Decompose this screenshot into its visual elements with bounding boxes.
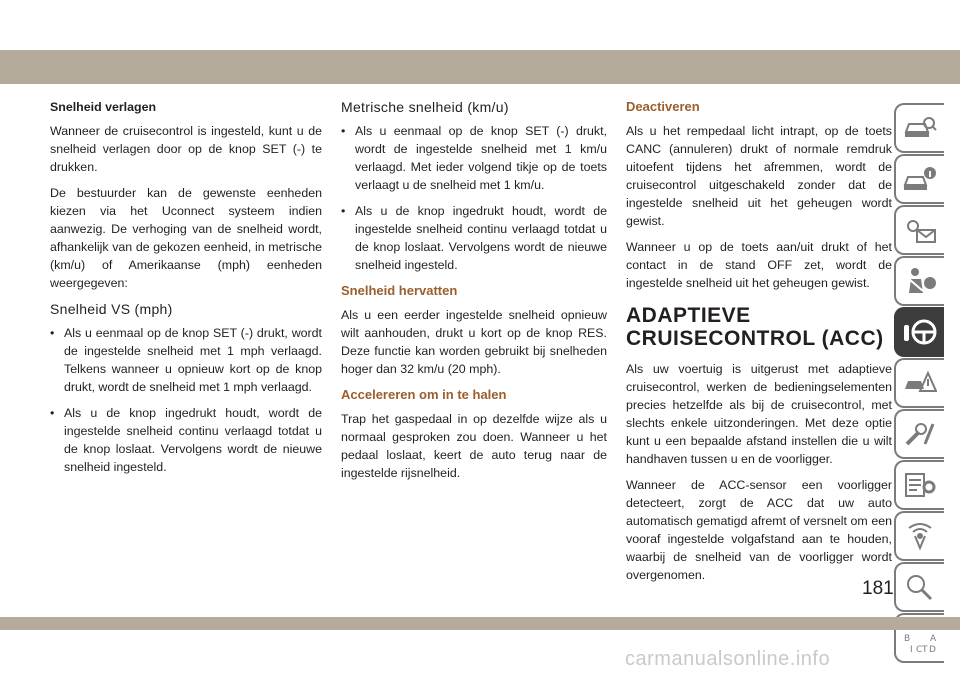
page-number: 181 (862, 578, 894, 599)
specifications-icon[interactable] (894, 460, 944, 510)
list-item: • Als u eenmaal op de knop SET (-) drukt, wordt de ingestelde snelheid met 1 mph verlaagd. Telkens wanneer u opnieuw kort op de knop drukt, wordt de snelheid met 1 mph verlaagd. (50, 324, 322, 396)
paragraph: Als u het rempedaal licht intrapt, op de toets CANC (annuleren) drukt of normale remdruk uitoefent tijdens het afremmen, wordt de cruisecontrol uitgeschakeld zonder dat de ingestelde snelheid uit het geheugen wordt gewist. (626, 124, 892, 228)
steering-wheel-icon[interactable] (894, 307, 944, 357)
column-left (50, 98, 322, 484)
paragraph: De bestuurder kan de gewenste eenheden kiezen via het Uconnect systeem indien aanwezig. De verhoging van de snelheid wordt, afhankelijk van de gekozen eenheid, in metrische (km/u) of Amerikaanse (mph) eenheden weergegeven: (50, 186, 322, 290)
paragraph: Wanneer de ACC-sensor een voorligger detecteert, zorgt de ACC dat uw auto automatisch gematigd afremt of versnelt om een vooraf ingestelde volgafstand aan te houden, waarbij de snelheid van de voorligger wordt overgenomen. (626, 478, 892, 582)
multimedia-icon[interactable] (894, 511, 944, 561)
magnifier-icon[interactable] (894, 562, 944, 612)
seatbelt-airbag-icon[interactable] (894, 256, 944, 306)
dashboard-warning-icon[interactable] (894, 205, 944, 255)
paragraph: Trap het gaspedaal in op dezelfde wijze als u normaal gesproken zou doen. Wanneer u het pedaal loslaat, keert de auto terug naar de ingestelde rijsnelheid. (341, 412, 607, 480)
svg-text:I: I (910, 645, 913, 655)
bullet-list (50, 324, 322, 476)
list-item: • Als u eenmaal op de knop SET (-) drukt, wordt de ingestelde snelheid met 1 km/u verlaagd. Met ieder volgend tikje op de toets verlaagt u de snelheid met 1 km/u. (341, 122, 607, 194)
svg-text:C: C (916, 645, 923, 655)
heading-deactiveren: Deactiveren (626, 99, 700, 114)
paragraph: Wanneer de cruisecontrol is ingesteld, kunt u de snelheid verlagen door op de knop SET (-) te drukken. (50, 124, 322, 174)
column-middle (341, 98, 607, 490)
list-item: • Als u de knop ingedrukt houdt, wordt de ingestelde snelheid continu verlaagd totdat u de knop loslaat. Vervolgens wordt de nieuwe snelheid ingesteld. (50, 404, 322, 476)
svg-text:A: A (930, 634, 937, 644)
wrench-service-icon[interactable] (894, 409, 944, 459)
header-band (0, 50, 960, 84)
warning-triangle-car-icon[interactable] (894, 358, 944, 408)
bullet-list (341, 122, 607, 274)
car-info-icon[interactable] (894, 154, 944, 204)
section-title-acc (626, 304, 892, 350)
paragraph: Als uw voertuig is uitgerust met adaptieve cruisecontrol, werken de bedieningselementen precies hetzelfde als bij de cruisecontrol, met slechts enkele uitzonderingen. Met deze optie kunt u een bepaalde afstand instellen die u wilt handhaven tussen u en de voorligger. (626, 362, 892, 466)
car-search-icon[interactable] (894, 103, 944, 153)
footer-band (0, 617, 960, 630)
section-title-line: CRUISECONTROL (ACC) (626, 327, 884, 350)
subheading-mph: Snelheid VS (mph) (50, 301, 173, 317)
watermark: carmanualsonline.info (625, 648, 831, 670)
heading-accelereren: Accelereren om in te halen (341, 387, 507, 402)
paragraph: Wanneer u op de toets aan/uit drukt of het contact in de stand OFF zet, wordt de ingestelde snelheid uit het geheugen gewist. (626, 240, 892, 290)
svg-text:D: D (929, 645, 936, 655)
svg-text:T: T (922, 645, 928, 655)
subheading-kmh: Metrische snelheid (km/u) (341, 99, 509, 115)
list-item: • Als u de knop ingedrukt houdt, wordt de ingestelde snelheid continu verlaagd totdat u de knop loslaat. Vervolgens wordt de nieuwe snelheid ingesteld. (341, 202, 607, 274)
column-right (626, 98, 892, 592)
paragraph: Als u een eerder ingestelde snelheid opnieuw wilt aanhouden, drukt u kort op de knop RES. Deze functie kan worden gebruikt bij snelheden hoger dan 32 km/u (20 mph). (341, 308, 607, 376)
svg-text:B: B (904, 634, 911, 644)
section-title-line: ADAPTIEVE (626, 304, 751, 327)
chapter-tabs (894, 103, 944, 664)
heading-snelheid-verlagen: Snelheid verlagen (50, 100, 157, 114)
heading-snelheid-hervatten: Snelheid hervatten (341, 283, 458, 298)
